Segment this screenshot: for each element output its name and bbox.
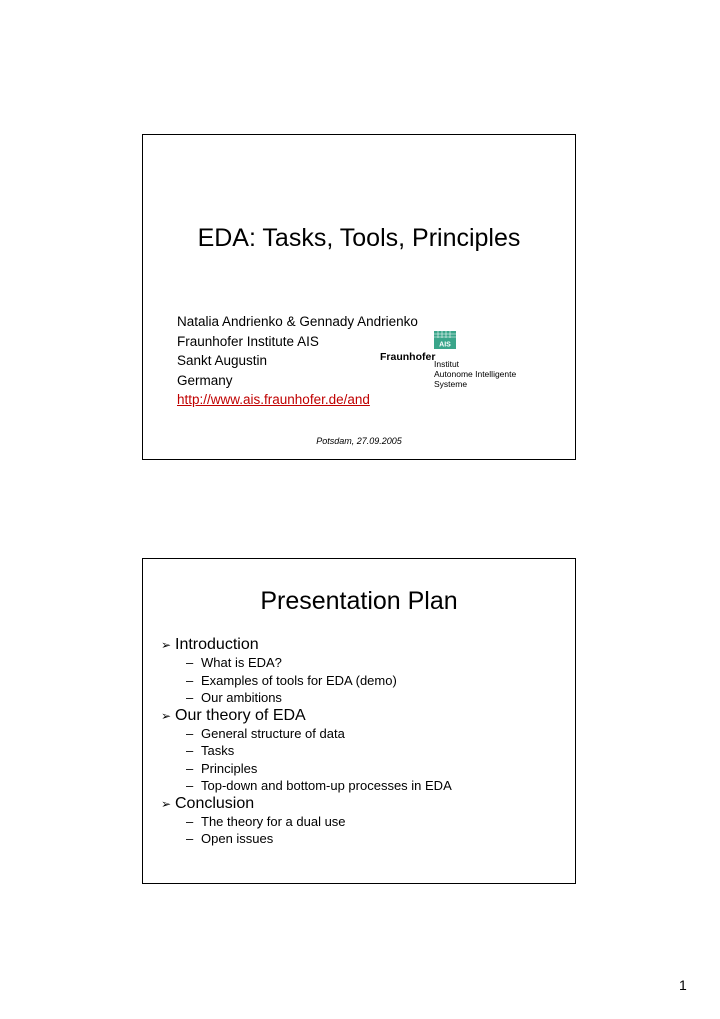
plan-section xyxy=(161,707,452,725)
institute: Fraunhofer Institute AIS xyxy=(177,333,319,349)
plan-slide xyxy=(142,558,576,884)
plan-subitem: – General structure of data xyxy=(186,725,345,741)
logo-mark-text: AIS xyxy=(439,341,451,349)
plan-subitem: – Tasks xyxy=(186,743,235,758)
plan-subitem: – Open issues xyxy=(186,831,274,846)
plan-subitem-label: Top-down and bottom-up processes in EDA xyxy=(201,778,452,793)
page-number: 1 xyxy=(679,977,687,993)
ais-logo-icon xyxy=(434,331,456,349)
plan-subitem: – Examples of tools for EDA (demo) xyxy=(186,672,397,688)
plan-section-label: Conclusion xyxy=(175,794,255,812)
plan-subitem-label: Tasks xyxy=(201,743,235,758)
city: Sankt Augustin xyxy=(177,353,268,368)
plan-subitem: – What is EDA? xyxy=(186,655,282,670)
logo-institute-line: Autonome Intelligente xyxy=(434,369,517,379)
plan-section xyxy=(161,636,452,654)
title-slide xyxy=(142,134,576,460)
logo-institute-text xyxy=(434,359,516,389)
logo-wordmark: Fraunhofer xyxy=(380,351,436,363)
plan-subitem: – Top-down and bottom-up processes in EDA xyxy=(186,778,452,793)
plan-section-label: Our theory of EDA xyxy=(175,706,306,724)
plan-list xyxy=(161,636,452,848)
arrow-bullet-icon: ➢ xyxy=(161,708,172,723)
plan-subitem: – The theory for a dual use xyxy=(186,813,346,829)
homepage-link[interactable]: http://www.ais.fraunhofer.de/and xyxy=(177,392,370,407)
plan-subitem-label: Examples of tools for EDA (demo) xyxy=(201,672,397,688)
plan-subitem-label: What is EDA? xyxy=(201,655,282,670)
plan-section xyxy=(161,795,452,813)
plan-subitem-label: Principles xyxy=(201,760,258,776)
plan-subitem: – Principles xyxy=(186,760,258,776)
arrow-bullet-icon: ➢ xyxy=(161,796,172,811)
slide-title: Presentation Plan xyxy=(260,587,458,615)
plan-subitem: – Our ambitions xyxy=(186,690,282,705)
slide-footer: Potsdam, 27.09.2005 xyxy=(316,436,402,446)
plan-subitem-label: General structure of data xyxy=(201,725,345,741)
plan-subitem-label: The theory for a dual use xyxy=(201,813,346,829)
plan-subitem-label: Open issues xyxy=(201,831,274,846)
country: Germany xyxy=(177,372,233,388)
plan-section-label: Introduction xyxy=(175,636,259,653)
logo-institute-line: Systeme xyxy=(434,379,468,389)
plan-subitem-label: Our ambitions xyxy=(201,690,282,705)
logo-institute-line: Institut xyxy=(434,359,460,369)
fraunhofer-ais-logo xyxy=(380,331,530,391)
arrow-bullet-icon: ➢ xyxy=(161,638,172,652)
authors: Natalia Andrienko & Gennady Andrienko xyxy=(177,314,418,329)
slide-title: EDA: Tasks, Tools, Principles xyxy=(197,224,521,252)
